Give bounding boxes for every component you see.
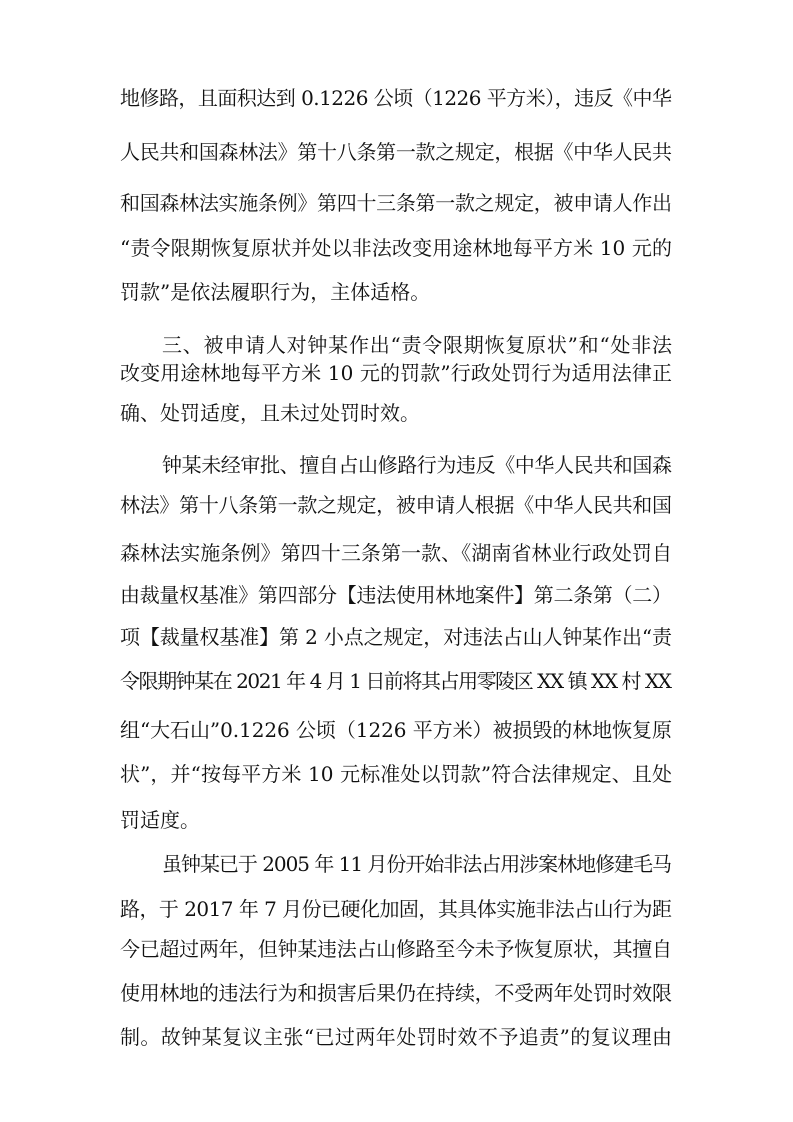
text-line-content: 地修路，且面积达到 0.1226 公顷（1226 平方米），违反《中华	[120, 86, 672, 110]
text-line-content: 罚适度。	[120, 808, 200, 832]
text-line-content: 改变用途林地每平方米 10 元的罚款”行政处罚行为适用法律正	[120, 361, 673, 385]
text-line	[0, 712, 793, 748]
text-line-content: 林法》第十八条第一款之规定，被申请人根据《中华人民共和国	[120, 493, 672, 517]
text-line-content: 罚款”是依法履职行为，主体适格。	[120, 280, 431, 304]
text-line	[0, 535, 793, 571]
text-line-content: 钟某未经审批、擅自占山修路行为违反《中华人民共和国森	[162, 453, 672, 477]
text-line-content: 今已超过两年，但钟某违法占山修路至今未予恢复原状，其擅自	[120, 937, 672, 961]
text-line	[0, 891, 793, 927]
text-line	[0, 846, 793, 882]
text-line-content: 和国森林法实施条例》第四十三条第一款之规定，被申请人作出	[120, 191, 672, 215]
text-line	[0, 1019, 793, 1055]
text-line-content: 路，于 2017 年 7 月份已硬化加固，其具体实施非法占山行为距	[120, 897, 672, 921]
text-line-content: 使用林地的违法行为和损害后果仍在持续，不受两年处罚时效限	[120, 981, 672, 1005]
text-line-content: 项【裁量权基准】第 2 小点之规定，对违法占山人钟某作出“责	[120, 625, 672, 649]
text-line	[0, 447, 793, 483]
text-line-content: 组“大石山”0.1226 公顷（1226 平方米）被损毁的林地恢复原	[120, 718, 672, 742]
text-line	[0, 619, 793, 655]
text-line	[0, 577, 793, 613]
text-line	[0, 663, 793, 699]
text-line-content: 森林法实施条例》第四十三条第一款、《湖南省林业行政处罚自	[120, 541, 673, 565]
text-line	[0, 355, 793, 391]
text-line	[0, 975, 793, 1011]
text-line-content: 状”，并“按每平方米 10 元标准处以罚款”符合法律规定、且处	[120, 762, 673, 786]
text-line	[0, 931, 793, 967]
text-line	[0, 134, 793, 170]
text-line	[0, 395, 793, 431]
text-line	[0, 230, 793, 266]
text-line	[0, 487, 793, 523]
text-line-content: 虽钟某已于 2005 年 11 月份开始非法占用涉案林地修建毛马	[162, 852, 671, 876]
text-line	[0, 185, 793, 221]
text-line-content: 制。故钟某复议主张“已过两年处罚时效不予追责”的复议理由	[120, 1025, 673, 1049]
text-line	[0, 80, 793, 116]
text-line-content: 三、被申请人对钟某作出“责令限期恢复原状”和“处非法	[162, 333, 673, 357]
text-line-content: 人民共和国森林法》第十八条第一款之规定，根据《中华人民共	[120, 140, 672, 164]
text-line	[0, 756, 793, 792]
text-line	[0, 274, 793, 310]
text-line-content: 确、处罚适度，且未过处罚时效。	[120, 401, 420, 425]
text-line-content: “责令限期恢复原状并处以非法改变用途林地每平方米 10 元的	[120, 236, 673, 260]
text-line-content: 令限期钟某在 2021 年 4 月 1 日前将其占用零陵区 XX 镇 XX 村 XX	[120, 669, 671, 693]
text-line-content: 由裁量权基准》第四部分【违法使用林地案件】第二条第（二）	[120, 583, 672, 607]
text-line	[0, 802, 793, 838]
